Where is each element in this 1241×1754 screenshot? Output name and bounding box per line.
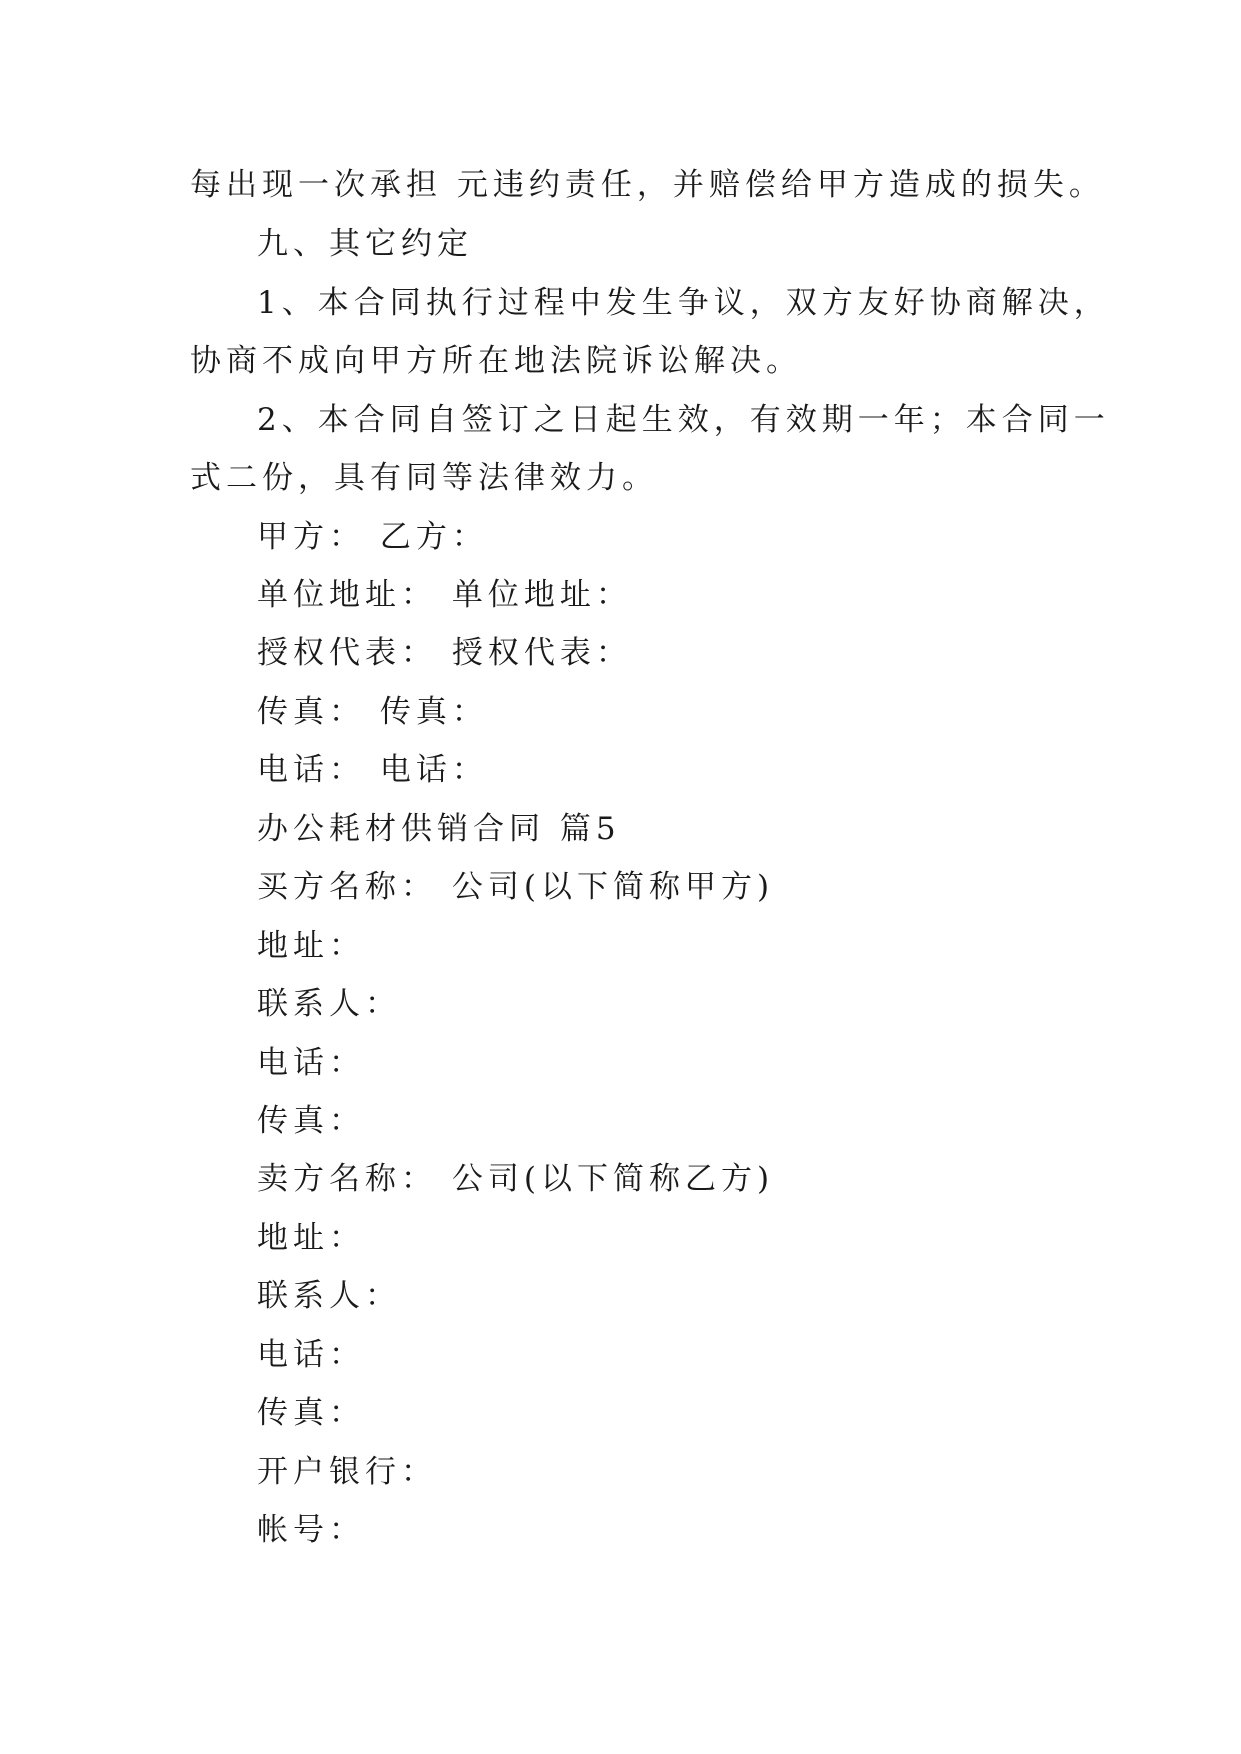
signature-line: 甲方： 乙方：	[257, 519, 488, 555]
seller-account-line: 帐号：	[257, 1512, 365, 1548]
section-heading: 九、其它约定	[257, 226, 473, 262]
seller-bank-line: 开户银行：	[257, 1454, 437, 1490]
signature-line: 传真： 传真：	[257, 694, 488, 730]
paragraph-line: 式二份，具有同等法律效力。	[190, 460, 658, 496]
buyer-name-line: 买方名称： 公司(以下简称甲方)	[257, 869, 775, 905]
seller-contact-line: 联系人：	[257, 1278, 401, 1314]
paragraph-line: 1、本合同执行过程中发生争议，双方友好协商解决，	[257, 285, 1110, 321]
signature-line: 授权代表： 授权代表：	[257, 635, 632, 671]
signature-line: 单位地址： 单位地址：	[257, 577, 632, 613]
buyer-phone-line: 电话：	[257, 1045, 365, 1081]
seller-fax-line: 传真：	[257, 1395, 365, 1431]
contract-title: 办公耗材供销合同 篇5	[257, 811, 621, 847]
seller-name-line: 卖方名称： 公司(以下简称乙方)	[257, 1161, 775, 1197]
buyer-contact-line: 联系人：	[257, 986, 401, 1022]
seller-phone-line: 电话：	[257, 1337, 365, 1373]
paragraph-line: 协商不成向甲方所在地法院诉讼解决。	[190, 343, 802, 379]
buyer-address-line: 地址：	[257, 928, 365, 964]
seller-address-line: 地址：	[257, 1220, 365, 1256]
paragraph-line: 2、本合同自签订之日起生效，有效期一年；本合同一	[257, 402, 1110, 438]
paragraph-line: 每出现一次承担 元违约责任，并赔偿给甲方造成的损失。	[190, 167, 1105, 203]
signature-line: 电话： 电话：	[257, 752, 488, 788]
buyer-fax-line: 传真：	[257, 1103, 365, 1139]
